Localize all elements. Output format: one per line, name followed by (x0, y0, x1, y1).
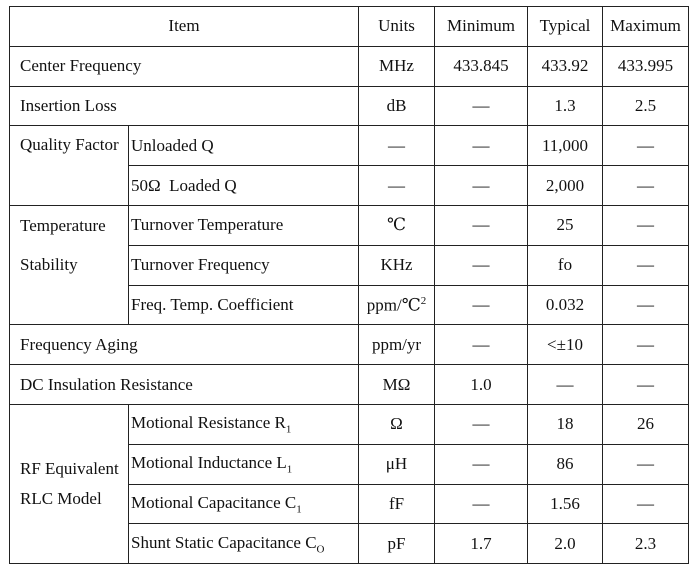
units-cell: ℃ (359, 205, 435, 245)
header-item: Item (10, 7, 359, 47)
units-cell: μH (359, 444, 435, 484)
table-row (10, 205, 689, 245)
row-label: Freq. Temp. Coefficient (129, 285, 359, 325)
max-cell: — (603, 444, 689, 484)
max-cell: — (603, 365, 689, 405)
typ-cell: <±10 (528, 325, 603, 365)
units-cell: MΩ (359, 365, 435, 405)
min-cell: — (435, 166, 528, 206)
units-cell: ppm/yr (359, 325, 435, 365)
max-cell: — (603, 166, 689, 206)
table-row (10, 325, 689, 365)
max-cell: — (603, 126, 689, 166)
units-cell: dB (359, 86, 435, 126)
row-label: DC Insulation Resistance (10, 365, 359, 405)
row-label: Turnover Temperature (129, 205, 359, 245)
typ-cell: 86 (528, 444, 603, 484)
header-units: Units (359, 7, 435, 47)
units-cell: MHz (359, 46, 435, 86)
group-label-rf-equivalent-rlc-model: RF Equivalent RLC Model (10, 404, 129, 563)
row-label: Shunt Static Capacitance $C_O$ (129, 524, 359, 564)
max-cell: — (603, 325, 689, 365)
group-label-temperature-stability: Temperature Stability (10, 205, 129, 324)
typ-cell: 25 (528, 205, 603, 245)
row-label: Frequency Aging (10, 325, 359, 365)
min-cell: — (435, 285, 528, 325)
row-label: Unloaded Q (129, 126, 359, 166)
min-cell: — (435, 325, 528, 365)
typ-cell: 18 (528, 404, 603, 444)
typ-cell: 2,000 (528, 166, 603, 206)
header-minimum: Minimum (435, 7, 528, 47)
row-label: Motional Resistance $R_1$ (129, 404, 359, 444)
row-label: Turnover Frequency (129, 245, 359, 285)
min-cell: 1.7 (435, 524, 528, 564)
min-cell: — (435, 245, 528, 285)
min-cell: — (435, 404, 528, 444)
min-cell: 433.845 (435, 46, 528, 86)
units-cell: KHz (359, 245, 435, 285)
min-cell: — (435, 205, 528, 245)
units-cell: pF (359, 524, 435, 564)
row-label: Center Frequency (10, 46, 359, 86)
typ-cell: 11,000 (528, 126, 603, 166)
table-row (10, 126, 689, 166)
header-typical: Typical (528, 7, 603, 47)
group-label-quality-factor: Quality Factor (10, 126, 129, 206)
row-label: 50Ω Loaded Q (129, 166, 359, 206)
min-cell: 1.0 (435, 365, 528, 405)
units-cell: fF (359, 484, 435, 524)
units-cell: ppm/℃$^2$ (359, 285, 435, 325)
table-row (10, 86, 689, 126)
units-cell: — (359, 126, 435, 166)
spec-table (9, 6, 689, 564)
typ-cell: 0.032 (528, 285, 603, 325)
typ-cell: 433.92 (528, 46, 603, 86)
units-cell: Ω (359, 404, 435, 444)
max-cell: — (603, 245, 689, 285)
max-cell: 26 (603, 404, 689, 444)
max-cell: — (603, 205, 689, 245)
min-cell: — (435, 444, 528, 484)
typ-cell: 2.0 (528, 524, 603, 564)
typ-cell: 1.3 (528, 86, 603, 126)
row-label: Motional Inductance $L_1$ (129, 444, 359, 484)
max-cell: — (603, 484, 689, 524)
min-cell: — (435, 126, 528, 166)
typ-cell: fo (528, 245, 603, 285)
table-row (10, 46, 689, 86)
max-cell: — (603, 285, 689, 325)
units-cell: — (359, 166, 435, 206)
min-cell: — (435, 86, 528, 126)
typ-cell: — (528, 365, 603, 405)
header-maximum: Maximum (603, 7, 689, 47)
min-cell: — (435, 484, 528, 524)
max-cell: 2.3 (603, 524, 689, 564)
max-cell: 433.995 (603, 46, 689, 86)
typ-cell: 1.56 (528, 484, 603, 524)
max-cell: 2.5 (603, 86, 689, 126)
table-row (10, 404, 689, 444)
row-label: Insertion Loss (10, 86, 359, 126)
header-row (10, 7, 689, 47)
load-impedance: 50Ω (131, 175, 161, 195)
row-label: Motional Capacitance $C_1$ (129, 484, 359, 524)
table-row (10, 365, 689, 405)
